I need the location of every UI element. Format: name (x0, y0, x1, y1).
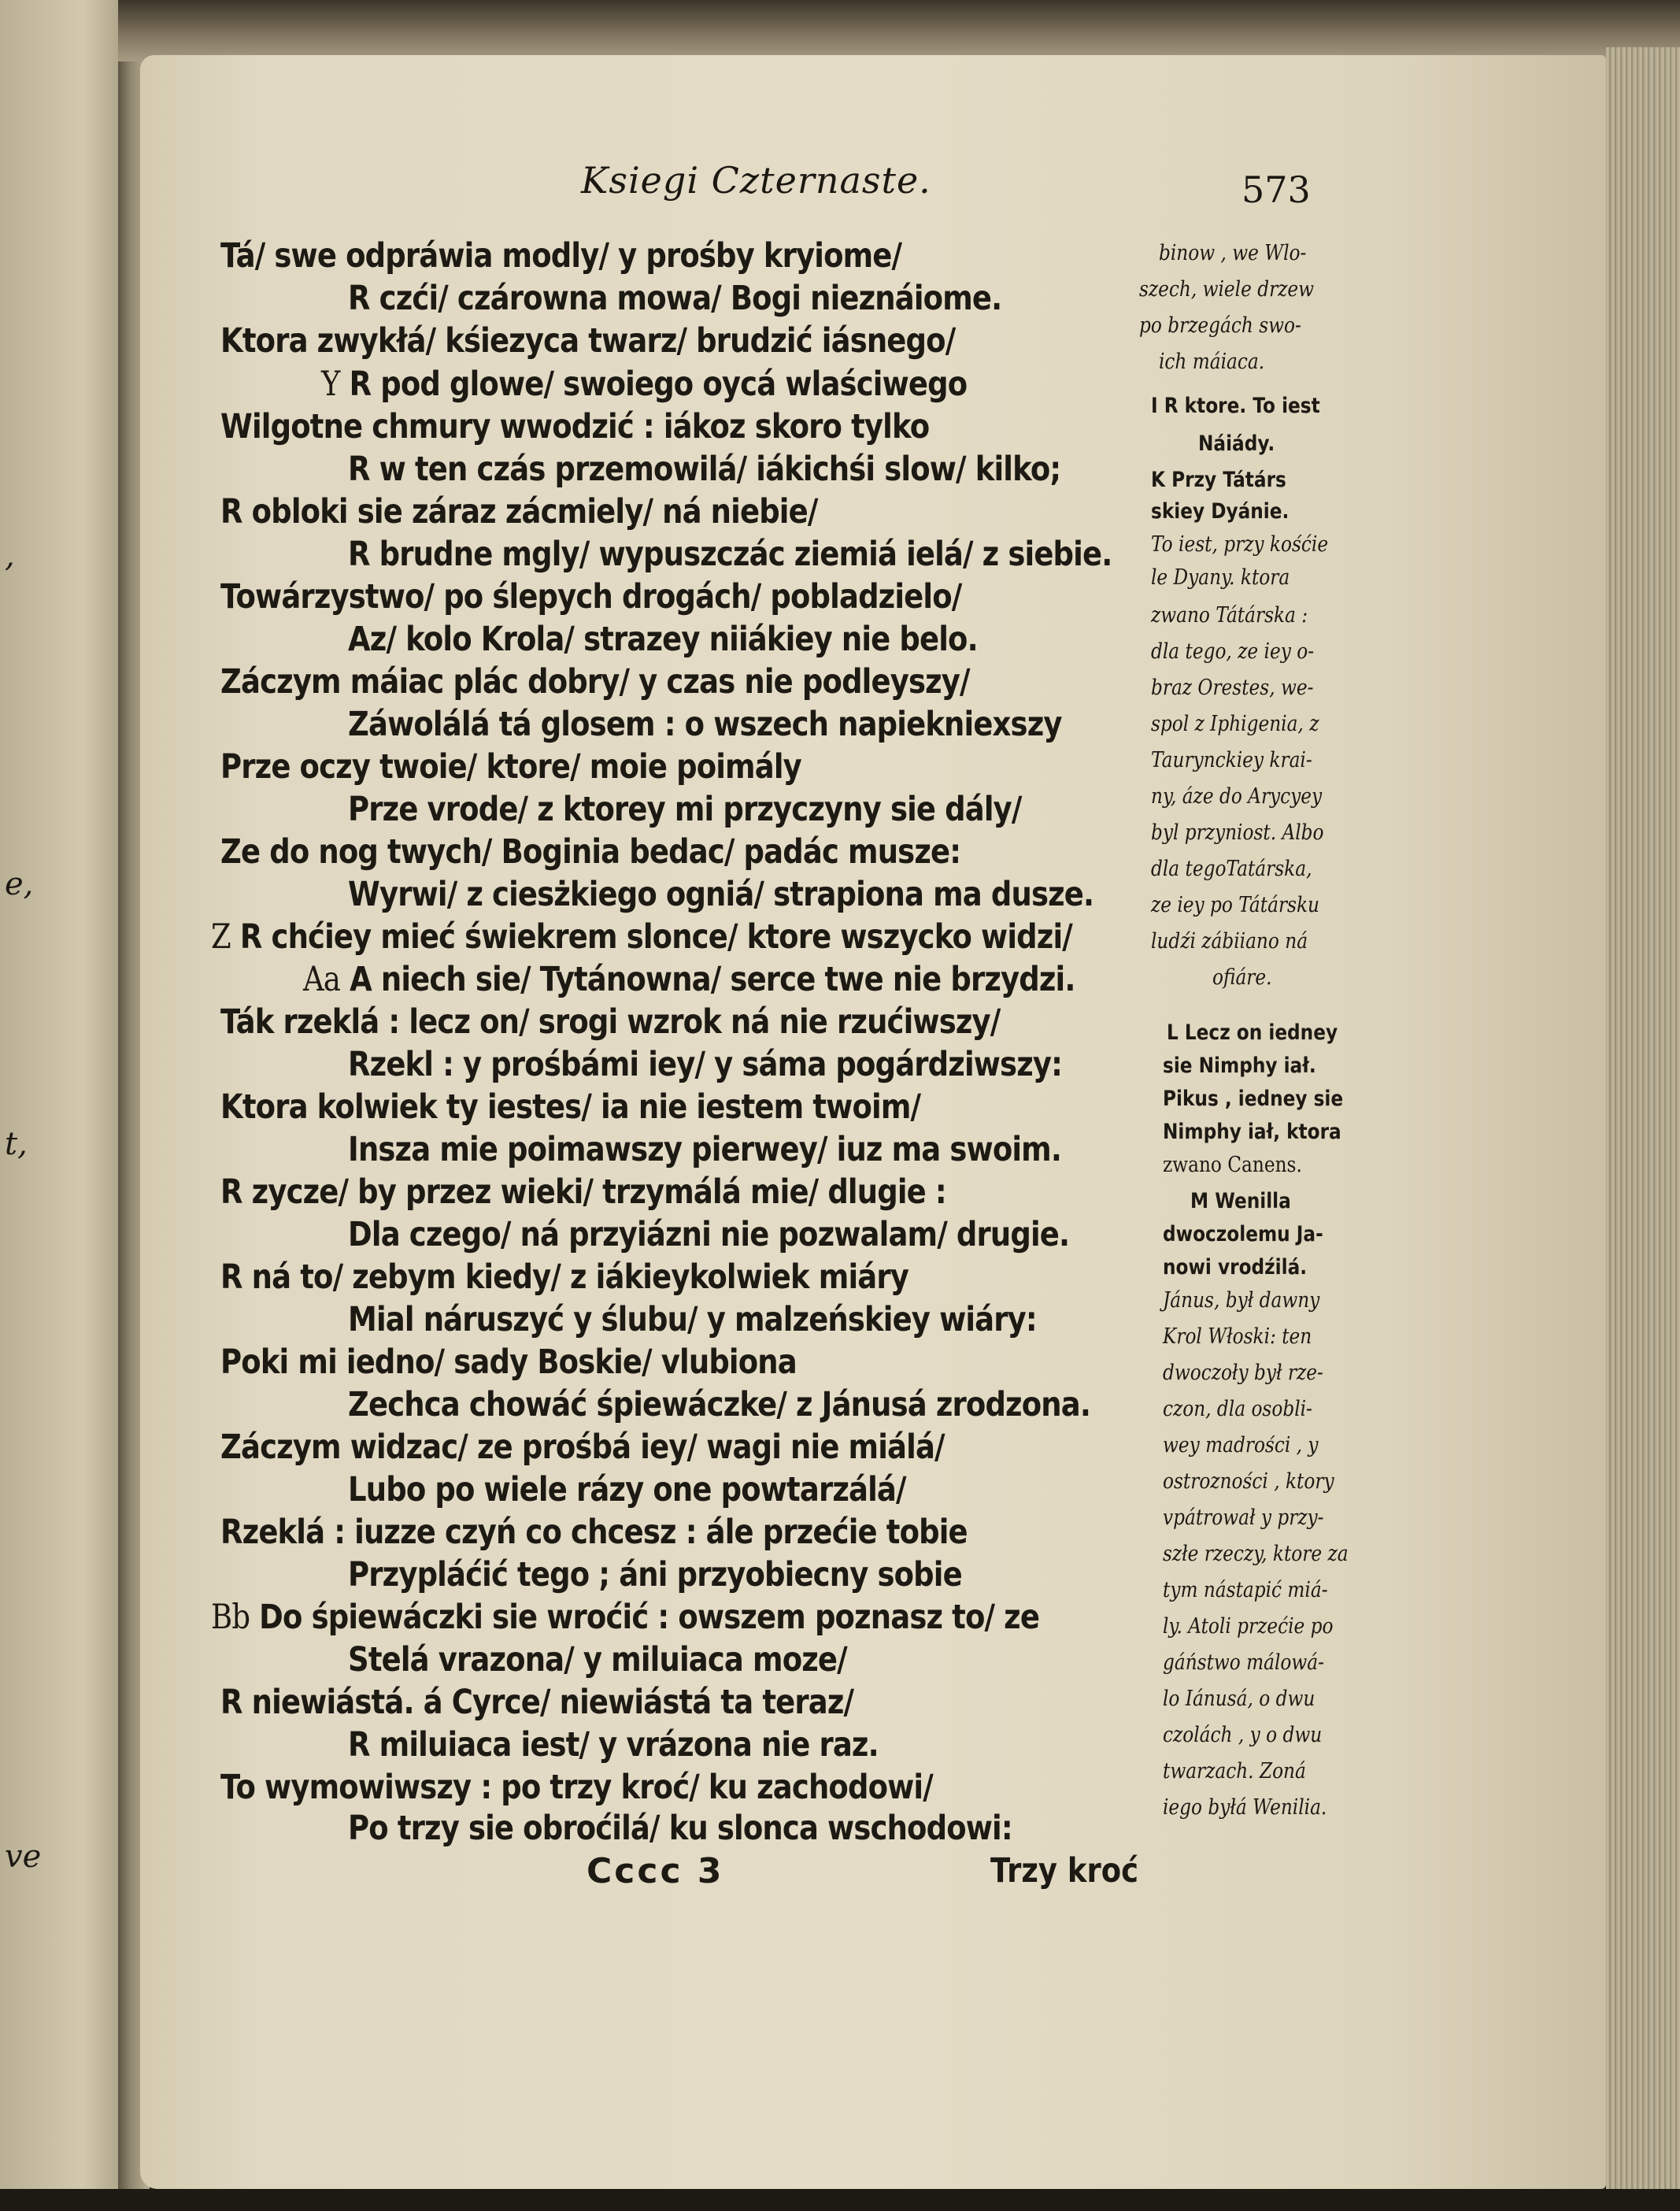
marginal-note-line: To iest, przy kośćie (1151, 532, 1329, 557)
book-top-edge (118, 0, 1680, 61)
verse-line: Záwolálá tá glosem : o wszech napiekniexszy (348, 705, 1062, 744)
marginal-note-line: Krol Włoski: ten (1163, 1324, 1312, 1349)
verse-line: Ktora zwykłá/ kśiezyca twarz/ brudzić iásnego/ (220, 321, 956, 361)
verse-line: Z R chćiey mieć świekrem slonce/ ktore wszycko widzi/ (211, 917, 1072, 957)
verse-line: Rzeklá : iuzze czyń co chcesz : ále przećie tobie (220, 1513, 968, 1552)
book-bottom-shadow (0, 2189, 1680, 2211)
left-page-fragment: ve (5, 1839, 42, 1875)
marginal-note-line: zwano Canens. (1163, 1153, 1302, 1177)
verse-line: Ták rzeklá : lecz on/ srogi wzrok ná nie rzućiwszy/ (220, 1002, 1001, 1042)
marginal-note-line: dla tego, ze iey o- (1151, 639, 1315, 664)
left-page-fragment: e, (5, 866, 34, 902)
verse-line: Az/ kolo Krola/ strazey niiákiey nie belo. (348, 620, 978, 659)
marginal-note-line: ofiáre. (1212, 965, 1272, 990)
marginal-note-line: vpátrował y przy- (1163, 1505, 1324, 1530)
marginal-note-line: Náiády. (1198, 431, 1275, 456)
marginal-note-line: L Lecz on iedney (1167, 1020, 1338, 1045)
marginal-note-line: zwano Tátárska : (1151, 603, 1308, 628)
verse-line: Ktora kolwiek ty iestes/ ia nie iestem twoim/ (220, 1087, 921, 1127)
verse-line: Prze oczy twoie/ ktore/ moie poimály (220, 747, 801, 787)
marginal-note-line: wey madrości , y (1163, 1433, 1319, 1457)
verse-line: Insza mie poimawszy pierwey/ iuz ma swoim. (348, 1130, 1062, 1169)
verse-line: Ze do nog twych/ Boginia bedac/ padác musze: (220, 832, 961, 872)
verse-line: Towárzystwo/ po ślepych drogách/ pobladzielo/ (220, 577, 962, 617)
verse-line: Rzekl : y prośbámi iey/ y sáma pogárdziwszy: (348, 1045, 1063, 1084)
verse-line: To wymowiwszy : po trzy kroć/ ku zachodowi/ (220, 1768, 933, 1807)
marginal-note-line: lo Iánusá, o dwu (1163, 1687, 1316, 1711)
marginal-note-line: po brzegách swo- (1139, 313, 1301, 338)
verse-line: Zechca chowáć śpiewáczke/ z Jánusá zrodzona. (348, 1385, 1091, 1424)
marginal-note-line: binow , we Wlo- (1159, 241, 1307, 265)
marginal-note-line: skiey Dyánie. (1151, 499, 1290, 524)
marginal-note-line: dwoczolemu Ja- (1163, 1222, 1323, 1246)
running-header: Ksiegi Czternaste. (581, 159, 931, 202)
left-page-fragment: , (5, 538, 15, 574)
signature-mark: Cccc 3 (587, 1851, 724, 1891)
marginal-note-line: czon, dla osobli- (1163, 1397, 1312, 1421)
verse-line: R w ten czás przemowilá/ iákichśi slow/ kilko; (348, 450, 1061, 489)
marginal-note-line: nowi vrodźilá. (1163, 1255, 1308, 1280)
left-page-fragment: t, (5, 1126, 28, 1162)
marginal-note-line: Jánus, był dawny (1163, 1288, 1320, 1313)
marginal-note-line: le Dyany. ktora (1151, 565, 1290, 590)
verse-line: R brudne mgly/ wypuszczác ziemiá ielá/ z siebie. (348, 535, 1112, 574)
marginal-note-line: ich máiaca. (1159, 350, 1265, 374)
marginal-note-line: szłe rzeczy, ktore za (1163, 1542, 1349, 1566)
marginal-note-line: M Wenilla (1190, 1189, 1291, 1213)
verse-line: Po trzy sie obroćilá/ ku slonca wschodowi: (348, 1809, 1012, 1848)
marginal-note-line: dwoczoły był rze- (1163, 1361, 1323, 1385)
verse-line: Stelá vrazona/ y miluiaca moze/ (348, 1640, 847, 1680)
verse-line: R obloki sie záraz zácmiely/ ná niebie/ (220, 492, 818, 531)
verse-line: Prze vrode/ z ktorey mi przyczyny sie dály/ (348, 790, 1022, 829)
verse-line: Dla czego/ ná przyiázni nie pozwalam/ drugie. (348, 1215, 1070, 1254)
verse-line: Bb Do śpiewáczki sie wroćić : owszem poznasz to/ ze (211, 1598, 1040, 1637)
marginal-note-line: szech, wiele drzew (1139, 277, 1315, 302)
verse-line: Przypláćić tego ; áni przyobiecny sobie (348, 1555, 962, 1594)
left-page-edge (0, 0, 138, 2211)
marginal-note-line: braz Orestes, we- (1151, 676, 1314, 700)
marginal-note-line: ze iey po Tátársku (1151, 893, 1319, 917)
verse-line: Y R pod glowe/ swoiego oycá wlaściwego (321, 365, 968, 404)
verse-line: R ná to/ zebym kiedy/ z iákieykolwiek miáry (220, 1257, 908, 1297)
marginal-note-line: twarzach. Zoná (1163, 1759, 1306, 1783)
verse-line: Aa A niech sie/ Tytánowna/ serce twe nie brzydzi. (303, 960, 1075, 999)
marginal-note-line: ny, áze do Arycyey (1151, 784, 1323, 809)
verse-line: R zycze/ by przez wieki/ trzymálá mie/ dlugie : (220, 1172, 946, 1212)
verse-line: Poki mi iedno/ sady Boskie/ vlubiona (220, 1343, 797, 1382)
verse-line: Záczym widzac/ ze prośbá iey/ wagi nie miálá/ (220, 1428, 945, 1467)
marginal-note-line: iego byłá Wenilia. (1163, 1795, 1327, 1820)
marginal-note-line: ostrozności , ktory (1163, 1469, 1334, 1494)
verse-line: R niewiástá. á Cyrce/ niewiástá ta teraz/ (220, 1683, 854, 1722)
marginal-note-line: Taurynckiey krai- (1151, 748, 1312, 772)
catchword: Trzy kroć (990, 1851, 1139, 1891)
marginal-note-line: ludźi zábiiano ná (1151, 929, 1308, 954)
page-stack-edges (1606, 47, 1680, 2211)
marginal-note-line: tym nástapić miá- (1163, 1578, 1328, 1602)
verse-line: Mial náruszyć y ślubu/ y malzeńskiey wiáry: (348, 1300, 1037, 1339)
verse-line: Lubo po wiele rázy one powtarzálá/ (348, 1470, 906, 1509)
marginal-note-line: K Przy Tátárs (1151, 468, 1286, 492)
marginal-note-line: spol z Iphigenia, z (1151, 712, 1319, 736)
verse-line: R miluiaca iest/ y vrázona nie raz. (348, 1725, 879, 1765)
verse-line: Tá/ swe odpráwia modly/ y prośby kryiome/ (220, 236, 902, 276)
marginal-note-line: dla tegoTatárska, (1151, 857, 1312, 881)
marginal-note-line: czolách , y o dwu (1163, 1723, 1323, 1747)
marginal-note-line: byl przyniost. Albo (1151, 820, 1324, 845)
verse-line: Záczym máiac plác dobry/ y czas nie podleyszy/ (220, 662, 970, 702)
verse-line: R czći/ czárowna mowa/ Bogi nieznáiome. (348, 279, 1002, 318)
marginal-note-line: ly. Atoli przećie po (1163, 1614, 1334, 1639)
marginal-note-line: Nimphy iał, ktora (1163, 1120, 1341, 1144)
marginal-note-line: gáństwo málowá- (1163, 1650, 1324, 1675)
marginal-note-line: Pikus , iedney sie (1163, 1087, 1344, 1111)
marginal-note-line: sie Nimphy iał. (1163, 1054, 1316, 1078)
page-number: 573 (1241, 169, 1311, 211)
marginal-note-line: I R ktore. To iest (1151, 394, 1320, 418)
verse-line: Wyrwi/ z ciesżkiego ogniá/ strapiona ma dusze. (348, 875, 1094, 914)
verse-line: Wilgotne chmury wwodzić : iákoz skoro tylko (220, 407, 930, 446)
